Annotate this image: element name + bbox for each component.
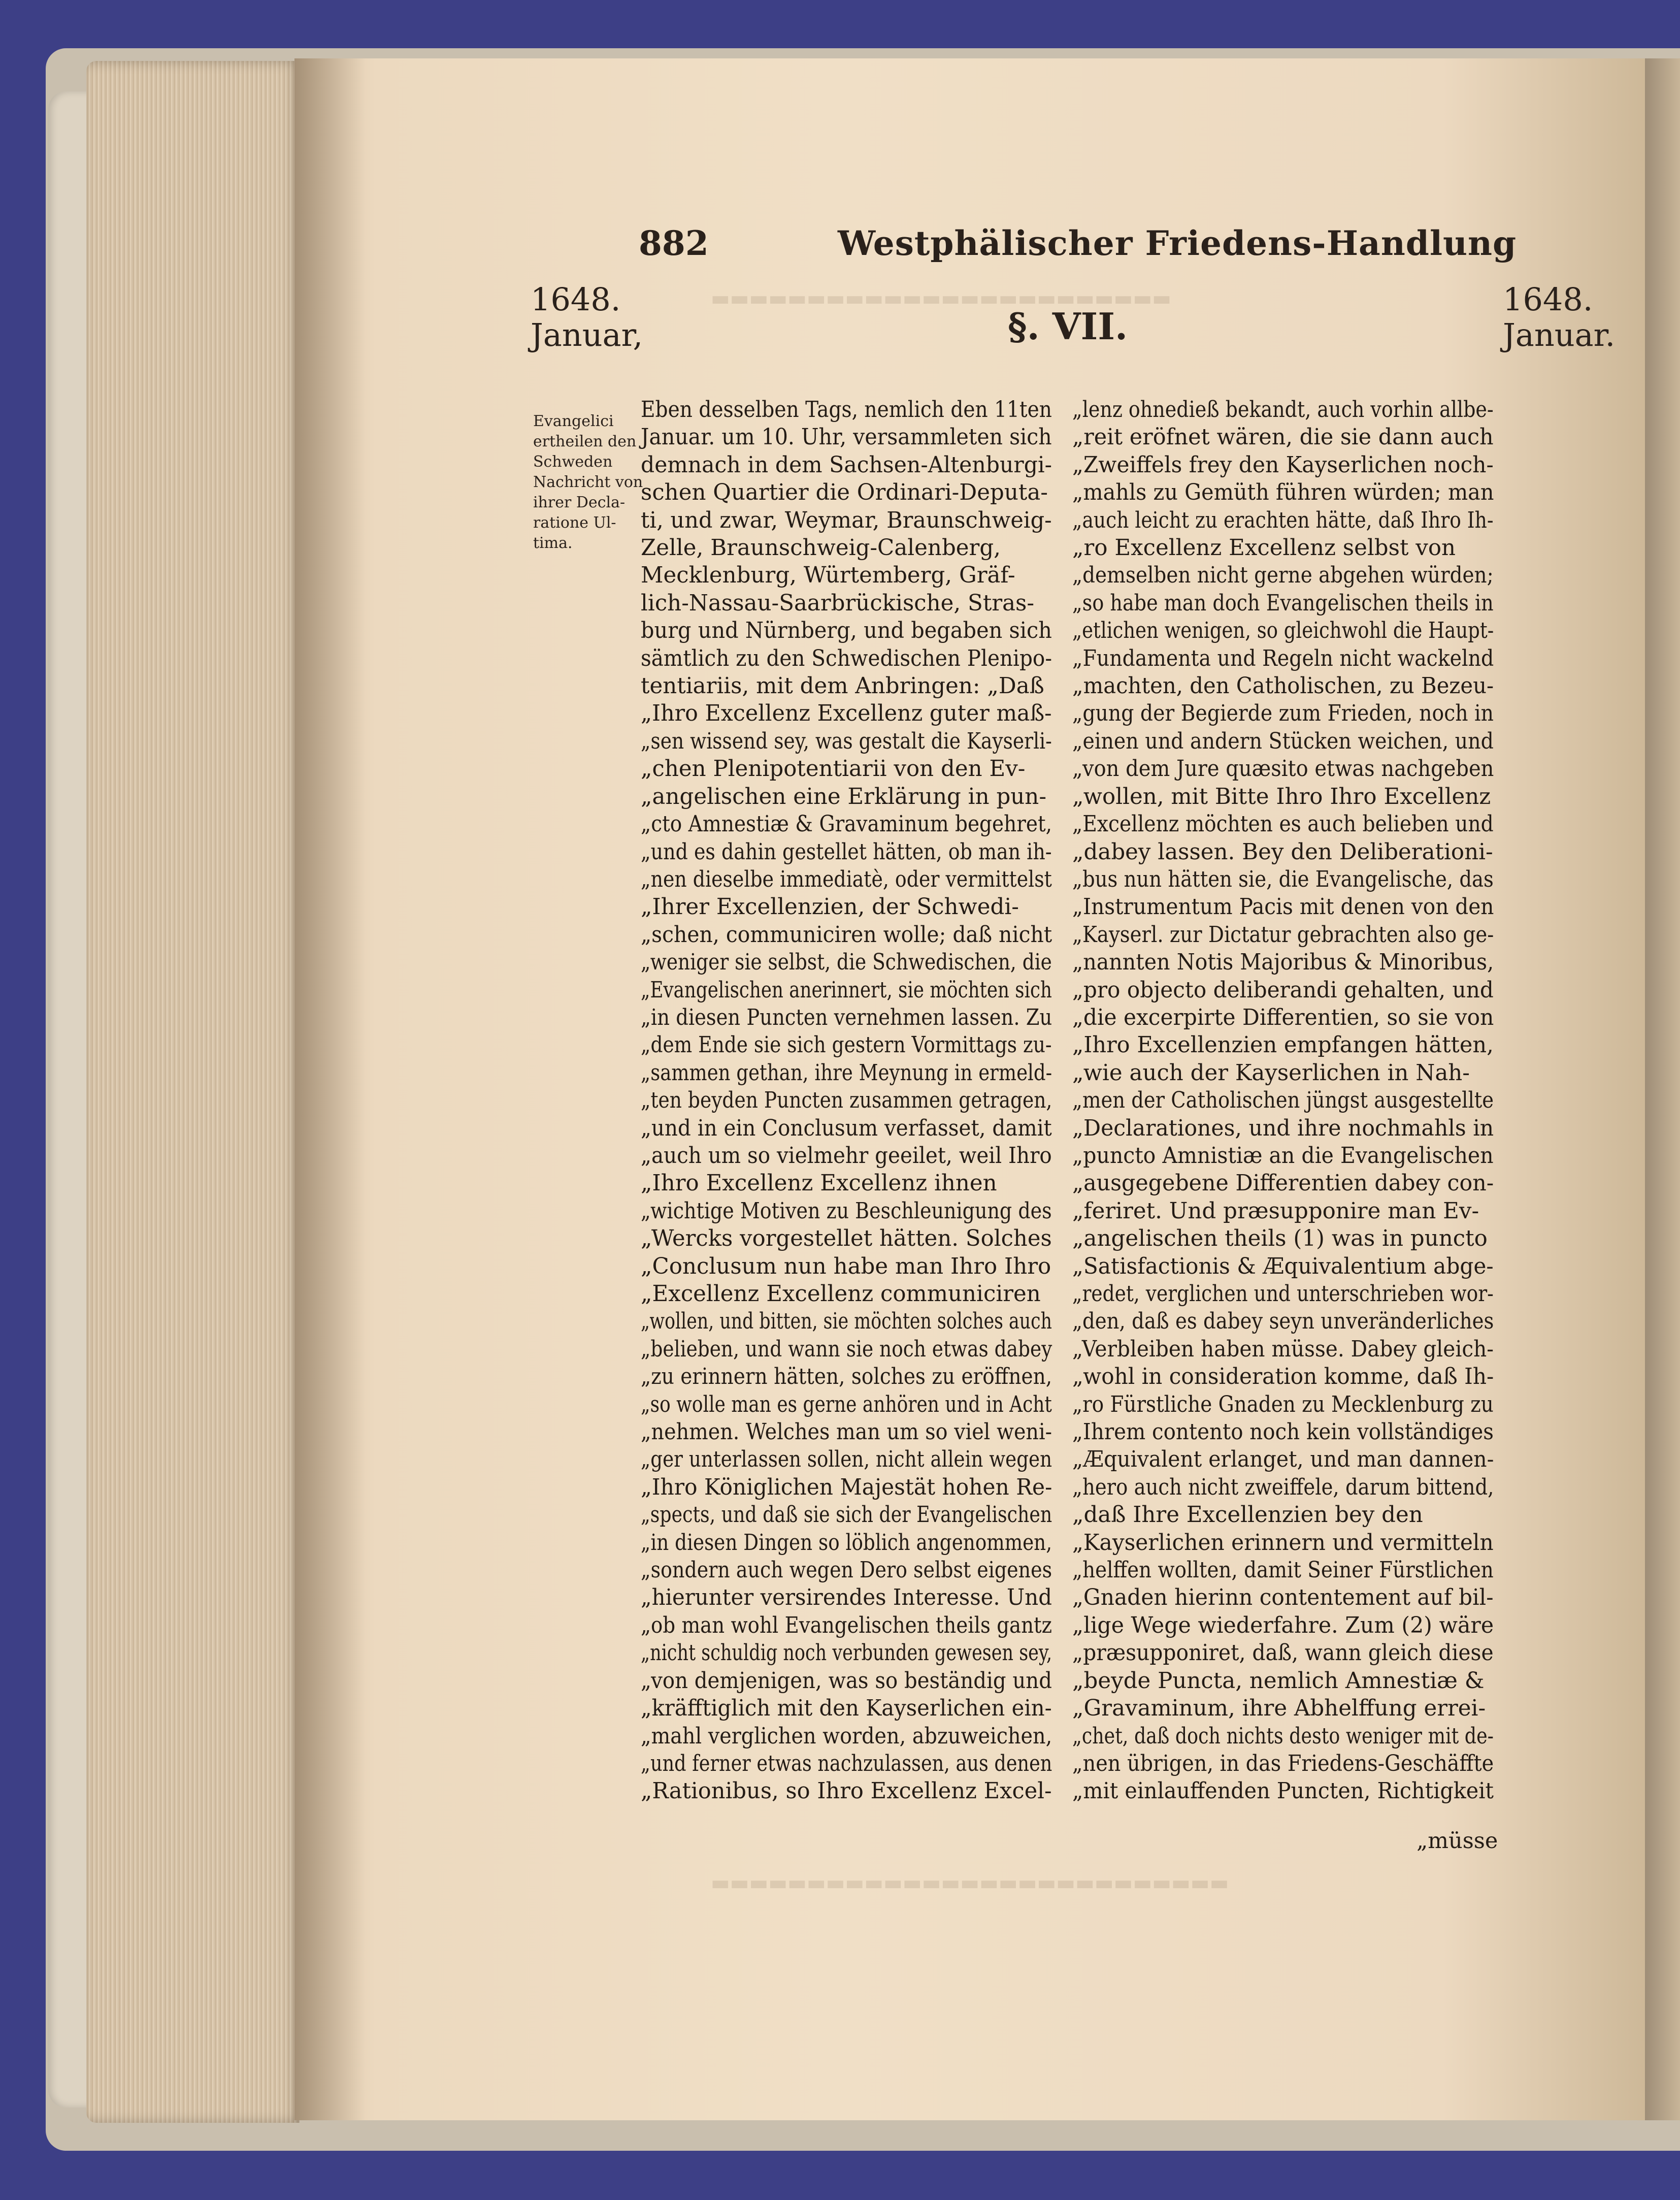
margin-note [533, 411, 643, 554]
month-left: Januar, [531, 316, 643, 353]
text-line: „Gravaminum, ihre Abhelffung errei- [1072, 1696, 1486, 1722]
text-line: „daß Ihre Excellenzien bey den [1072, 1502, 1423, 1528]
text-line: Mecklenburg, Würtemberg, Gräf- [641, 563, 1015, 589]
text-line: sämtlich zu den Schwedischen Plenipo- [641, 645, 1052, 671]
text-line: „Wercks vorgestellet hätten. Solches [641, 1226, 1052, 1252]
text-line: „und ferner etwas nachzulassen, aus denen [641, 1751, 1052, 1776]
gutter-shadow [294, 58, 366, 2120]
text-line: „Zweiffels frey den Kayserlichen noch- [1072, 452, 1494, 478]
text-line: „chen Plenipotentiarii von den Ev- [641, 756, 1026, 782]
text-line: „Instrumentum Pacis mit denen von den [1072, 894, 1494, 920]
margin-note-line: ratione Ul- [533, 514, 616, 532]
margin-note-line: ertheilen den [533, 433, 637, 450]
text-line: „dabey lassen. Bey den Deliberationi- [1072, 839, 1493, 865]
text-line: „die excerpirte Differentien, so sie von [1072, 1005, 1494, 1030]
text-line: „spects, und daß sie sich der Evangelischen [641, 1502, 1052, 1528]
text-line: „ger unterlassen sollen, nicht allein wegen [641, 1447, 1052, 1473]
text-line: „so wolle man es gerne anhören und in Acht [641, 1392, 1052, 1417]
facing-page-edge [1645, 58, 1680, 2120]
text-line: „auch um so vielmehr geeilet, weil Ihro [641, 1143, 1052, 1169]
text-line: „Evangelischen anerinnert, sie möchten sich [641, 977, 1052, 1003]
text-line: tentiariis, mit dem Anbringen: „Daß [641, 673, 1044, 699]
text-line: „nehmen. Welches man um so viel weni- [641, 1419, 1052, 1445]
text-line: „redet, verglichen und unterschrieben wor- [1072, 1281, 1494, 1307]
text-line: „wohl in consideration komme, daß Ih- [1072, 1364, 1494, 1390]
text-line: „Verbleiben haben müsse. Dabey gleich- [1072, 1336, 1494, 1362]
text-line: „wie auch der Kayserlichen in Nah- [1072, 1060, 1470, 1086]
margin-note-line: ihrer Decla- [533, 494, 625, 511]
text-line: „Declarationes, und ihre nochmahls in [1072, 1115, 1494, 1141]
text-line: „lige Wege wiederfahre. Zum (2) wäre [1072, 1612, 1494, 1638]
text-line: „auch leicht zu erachten hätte, daß Ihro Ih- [1072, 507, 1494, 533]
text-line: „angelischen theils (1) was in puncto [1072, 1226, 1488, 1252]
text-line: „beyde Puncta, nemlich Amnestiæ & [1072, 1668, 1485, 1694]
text-line: „Kayserlichen erinnern und vermitteln [1072, 1530, 1494, 1556]
year-left: 1648. [531, 281, 621, 318]
text-line: „hierunter versirendes Interesse. Und [641, 1585, 1052, 1611]
margin-note-line: Evangelici [533, 412, 614, 430]
text-line: „Fundamenta und Regeln nicht wackelnd [1072, 645, 1494, 671]
text-line: „puncto Amnistiæ an die Evangelischen [1072, 1143, 1494, 1169]
text-line: „mit einlauffenden Puncten, Richtigkeit [1072, 1778, 1494, 1804]
text-line: „schen, communiciren wolle; daß nicht [641, 922, 1052, 948]
text-line: lich-Nassau-Saarbrückische, Stras- [641, 590, 1035, 616]
text-line: „nen dieselbe immediatè, oder vermittelst [641, 866, 1052, 892]
text-line: „ro Excellenz Excellenz selbst von [1072, 535, 1456, 561]
text-line: „demselben nicht gerne abgehen würden; [1072, 563, 1494, 589]
text-line: „Gnaden hierinn contentement auf bil- [1072, 1585, 1494, 1611]
text-line: „feriret. Und præsupponire man Ev- [1072, 1198, 1479, 1224]
text-line: „so habe man doch Evangelischen theils in [1072, 590, 1494, 616]
left-column [641, 396, 1052, 1805]
text-line: „wichtige Motiven zu Beschleunigung des [641, 1198, 1052, 1224]
month-right: Januar. [1503, 316, 1616, 353]
text-line: „sondern auch wegen Dero selbst eigenes [641, 1558, 1052, 1583]
text-line: „von demjenigen, was so beständig und [641, 1668, 1052, 1694]
text-line: „weniger sie selbst, die Schwedischen, die [641, 950, 1052, 976]
page-edges [86, 61, 300, 2123]
margin-note-line: tima. [533, 534, 573, 552]
catchword: „müsse [1417, 1828, 1498, 1854]
text-line: „Ihro Excellenzien empfangen hätten, [1072, 1032, 1494, 1058]
text-line: „ausgegebene Differentien dabey con- [1072, 1171, 1494, 1196]
show-through-bottom: ▬▬▬▬▬▬▬▬▬▬▬▬▬▬▬▬▬▬▬▬▬▬▬▬▬▬▬ [711, 1871, 1229, 1895]
text-line: „nicht schuldig noch verbunden gewesen sey, [641, 1640, 1052, 1666]
text-line: „Conclusum nun habe man Ihro Ihro [641, 1253, 1051, 1279]
text-line: „lenz ohnedieß bekandt, auch vorhin allbe- [1072, 397, 1494, 423]
text-line: „gung der Begierde zum Frieden, noch in [1072, 701, 1494, 727]
text-line: „hero auch nicht zweiffele, darum bittend, [1072, 1474, 1494, 1500]
text-line: „wollen, mit Bitte Ihro Ihro Excellenz [1072, 784, 1491, 810]
text-line: „Satisfactionis & Æquivalentium abge- [1072, 1253, 1494, 1279]
text-line: „mahls zu Gemüth führen würden; man [1072, 480, 1494, 506]
text-line: „in diesen Dingen so löblich angenommen, [641, 1530, 1052, 1556]
text-line: „bus nun hätten sie, die Evangelische, das [1072, 866, 1494, 892]
text-line: „Ihro Excellenz Excellenz ihnen [641, 1171, 997, 1196]
text-line: „belieben, und wann sie noch etwas dabey [641, 1336, 1052, 1362]
text-line: „nannten Notis Majoribus & Minoribus, [1072, 950, 1494, 976]
text-line: „etlichen wenigen, so gleichwohl die Haupt- [1072, 618, 1494, 644]
text-line: „Ihrem contento noch kein vollständiges [1072, 1419, 1494, 1445]
text-line: „sammen gethan, ihre Meynung in ermeld- [641, 1060, 1052, 1086]
text-line: „Excellenz Excellenz communiciren [641, 1281, 1041, 1307]
text-line: „machten, den Catholischen, zu Bezeu- [1072, 673, 1494, 699]
text-line: „sen wissend sey, was gestalt die Kayserli- [641, 728, 1052, 754]
text-line: „in diesen Puncten vernehmen lassen. Zu [641, 1005, 1052, 1030]
text-line: „wollen, und bitten, sie möchten solches auch [641, 1309, 1052, 1335]
text-line: „chet, daß doch nichts desto weniger mit de- [1072, 1723, 1494, 1749]
year-marker-right [1503, 282, 1615, 353]
text-line: „cto Amnestiæ & Gravaminum begehret, [641, 812, 1052, 837]
text-line: „ob man wohl Evangelischen theils gantz [641, 1612, 1052, 1638]
text-line: „helffen wollten, damit Seiner Fürstlichen [1072, 1558, 1494, 1583]
text-line: „pro objecto deliberandi gehalten, und [1072, 977, 1494, 1003]
text-line: „nen übrigen, in das Friedens-Geschäffte [1072, 1751, 1494, 1776]
text-line: „von dem Jure quæsito etwas nachgeben [1072, 756, 1494, 782]
text-line: ti, und zwar, Weymar, Braunschweig- [641, 507, 1052, 533]
text-line: „Ihro Königlichen Majestät hohen Re- [641, 1474, 1052, 1500]
text-line: „kräfftiglich mit den Kayserlichen ein- [641, 1696, 1052, 1722]
text-line: „einen und andern Stücken weichen, und [1072, 728, 1494, 754]
page-number: 882 [639, 223, 709, 263]
year-marker-left [531, 282, 643, 353]
text-line: Januar. um 10. Uhr, versammleten sich [641, 425, 1052, 450]
margin-note-line: Schweden [533, 453, 613, 471]
text-line: schen Quartier die Ordinari-Deputa- [641, 480, 1048, 506]
section-heading: §. VII. [1008, 305, 1128, 348]
running-title: Westphälischer Friedens-Handlung [838, 223, 1517, 263]
text-line: „reit eröfnet wären, die sie dann auch [1072, 425, 1494, 450]
right-column [1072, 396, 1494, 1805]
text-line: Zelle, Braunschweig-Calenberg, [641, 535, 1001, 561]
text-line: „Rationibus, so Ihro Excellenz Excel- [641, 1778, 1052, 1804]
text-line: „Ihrer Excellenzien, der Schwedi- [641, 894, 1019, 920]
text-line: „dem Ende sie sich gestern Vormittags zu- [641, 1032, 1052, 1058]
text-line: „Kayserl. zur Dictatur gebrachten also ge- [1072, 922, 1494, 948]
text-line: demnach in dem Sachsen-Altenburgi- [641, 452, 1052, 478]
text-line: „præsupponiret, daß, wann gleich diese [1072, 1640, 1494, 1666]
show-through-top: ▬▬▬▬▬▬▬▬▬▬▬▬▬▬▬▬▬▬▬▬▬▬▬▬ [711, 287, 1172, 310]
text-line: „Æquivalent erlanget, und man dannen- [1072, 1447, 1494, 1473]
text-line: „und in ein Conclusum verfasset, damit [641, 1115, 1052, 1141]
margin-note-line: Nachricht von [533, 473, 643, 491]
year-right: 1648. [1503, 281, 1593, 318]
text-line: „ten beyden Puncten zusammen getragen, [641, 1088, 1052, 1114]
text-line: „mahl verglichen worden, abzuweichen, [641, 1723, 1052, 1749]
text-line: „men der Catholischen jüngst ausgestellte [1072, 1088, 1494, 1114]
text-line: burg und Nürnberg, und begaben sich [641, 618, 1052, 644]
text-line: „zu erinnern hätten, solches zu eröffnen, [641, 1364, 1052, 1390]
text-line: „und es dahin gestellet hätten, ob man ih- [641, 839, 1052, 865]
text-line: „angelischen eine Erklärung in pun- [641, 784, 1047, 810]
text-line: Eben desselben Tags, nemlich den 11ten [641, 397, 1052, 423]
text-line: „Excellenz möchten es auch belieben und [1072, 812, 1494, 837]
text-line: „ro Fürstliche Gnaden zu Mecklenburg zu [1072, 1392, 1494, 1417]
text-line: „den, daß es dabey seyn unveränderliches [1072, 1309, 1494, 1335]
text-line: „Ihro Excellenz Excellenz guter maß- [641, 701, 1052, 727]
